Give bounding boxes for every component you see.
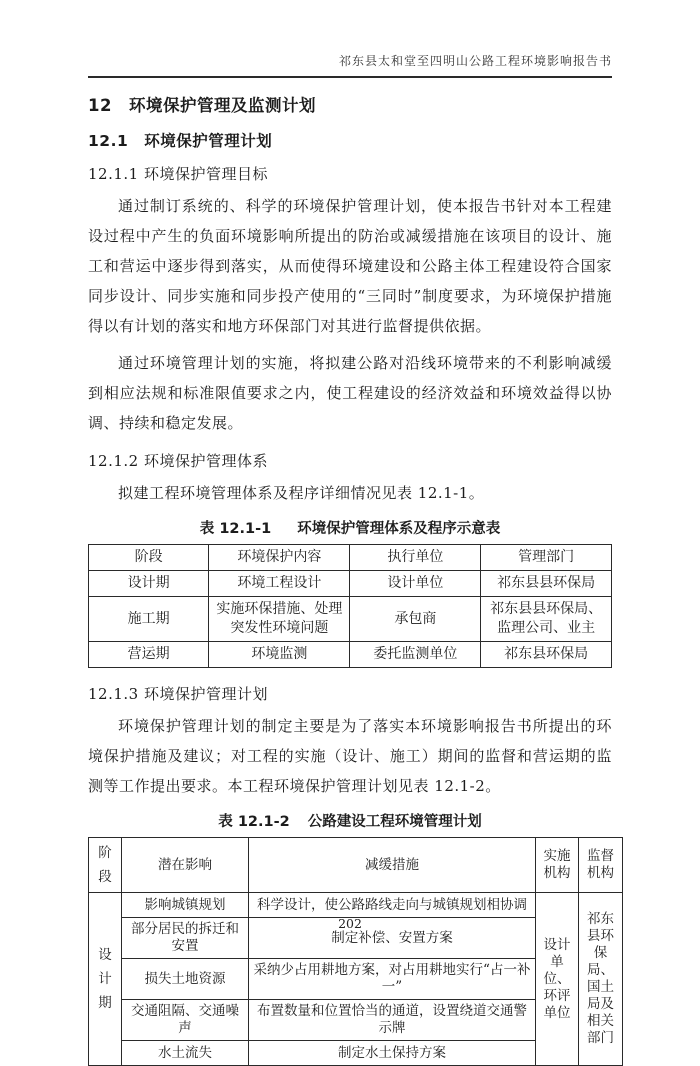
table1-cell: 设计期 xyxy=(89,571,209,597)
table2-implementer-cell: 设计单位、环评单位 xyxy=(536,893,579,1066)
table2-measure-cell: 科学设计，使公路路线走向与城镇规划相协调 xyxy=(249,893,536,918)
table1-cell: 委托监测单位 xyxy=(350,642,481,668)
table1-caption xyxy=(88,517,612,538)
table1-cell: 环境工程设计 xyxy=(209,571,350,597)
table2-impact-cell: 水土流失 xyxy=(122,1041,249,1066)
page-content xyxy=(88,52,612,1066)
table2-measure-cell: 采纳少占用耕地方案，对占用耕地实行“占一补一” xyxy=(249,959,536,1000)
table2-header-measure: 减缓措施 xyxy=(249,838,536,893)
table1-cell: 设计单位 xyxy=(350,571,481,597)
table2-impact-cell: 影响城镇规划 xyxy=(122,893,249,918)
table-management-plan xyxy=(88,837,623,1066)
table2-header-row xyxy=(89,838,623,893)
table2-caption-title: 公路建设工程环境管理计划 xyxy=(307,814,482,830)
table1-cell: 祁东县环保局 xyxy=(481,642,612,668)
chapter-heading: 12 环境保护管理及监测计划 xyxy=(88,96,316,115)
subsection-heading-12-1-1: 12.1.1 环境保护管理目标 xyxy=(88,165,268,183)
table2-impact-cell: 损失土地资源 xyxy=(122,959,249,1000)
table2-measure-cell: 布置数量和位置恰当的通道，设置绕道交通警示牌 xyxy=(249,1000,536,1041)
table1-header-stage: 阶段 xyxy=(89,545,209,571)
section-heading-12-1: 12.1 环境保护管理计划 xyxy=(88,132,273,150)
paragraph-goals-2: 通过环境管理计划的实施，将拟建公路对沿线环境带来的不利影响减缓到相应法规和标准限值要求之内，使工程建设的经济效益和环境效益得以协调、持续和稳定发展。 xyxy=(88,354,612,432)
table1-cell: 承包商 xyxy=(350,597,481,642)
table1-header-content: 环境保护内容 xyxy=(209,545,350,571)
table2-header-impact: 潜在影响 xyxy=(122,838,249,893)
table1-caption-label: 表 12.1-1 xyxy=(199,521,272,537)
table1-cell: 营运期 xyxy=(89,642,209,668)
table2-caption xyxy=(88,810,612,831)
table2-supervisor-cell: 祁东县环保局、国土局及相关部门 xyxy=(579,893,623,1066)
table2-caption-label: 表 12.1-2 xyxy=(218,814,290,830)
table1-cell: 施工期 xyxy=(89,597,209,642)
table-row xyxy=(89,571,612,597)
paragraph-goals-1: 通过制订系统的、科学的环境保护管理计划，使本报告书针对本工程建设过程中产生的负面环境影响所提出的防治或减缓措施在该项目的设计、施工和营运中逐步得到落实，从而使得环境建设和公路主体工程建设符合国家同步设计、同步实施和同步投产使用的“三同时”制度要求，为环境保护措施得以有计划的落实和地方环保部门对其进行监督提供依据。 xyxy=(88,197,612,335)
table-management-system xyxy=(88,544,612,668)
table1-header-manager: 管理部门 xyxy=(481,545,612,571)
paragraph-system-intro: 拟建工程环境管理体系及程序详细情况见表 12.1-1。 xyxy=(118,484,485,502)
table1-cell: 祁东县县环保局 xyxy=(481,571,612,597)
table2-stage-cell: 设计期 xyxy=(89,893,122,1066)
table1-caption-title: 环境保护管理体系及程序示意表 xyxy=(297,521,501,537)
table1-cell: 环境监测 xyxy=(209,642,350,668)
table1-header-executor: 执行单位 xyxy=(350,545,481,571)
table2-measure-cell: 制定补偿、安置方案 xyxy=(249,918,536,959)
table2-impact-cell: 交通阻隔、交通噪声 xyxy=(122,1000,249,1041)
table2-impact-cell: 部分居民的拆迁和安置 xyxy=(122,918,249,959)
table2-header-supervisor: 监督机构 xyxy=(579,838,623,893)
page-number: 202 xyxy=(338,916,362,931)
paragraph-plan-intro: 环境保护管理计划的制定主要是为了落实本环境影响报告书所提出的环境保护措施及建议；对工程的实施（设计、施工）期间的监督和营运期的监测等工作提出要求。本工程环境保护管理计划见表 12.1-2。 xyxy=(88,717,612,795)
table2-header-implementer: 实施机构 xyxy=(536,838,579,893)
table-row xyxy=(89,642,612,668)
subsection-heading-12-1-3: 12.1.3 环境保护管理计划 xyxy=(88,685,268,703)
table1-cell: 实施环保措施、处理突发性环境问题 xyxy=(209,597,350,642)
table2-measure-cell: 制定水土保持方案 xyxy=(249,1041,536,1066)
table1-cell: 祁东县县环保局、监理公司、业主 xyxy=(481,597,612,642)
running-header: 祁东县太和堂至四明山公路工程环境影响报告书 xyxy=(88,52,612,78)
table1-header-row xyxy=(89,545,612,571)
subsection-heading-12-1-2: 12.1.2 环境保护管理体系 xyxy=(88,452,268,470)
table-row xyxy=(89,597,612,642)
table2-header-stage: 阶段 xyxy=(89,838,122,893)
table-row xyxy=(89,893,623,918)
